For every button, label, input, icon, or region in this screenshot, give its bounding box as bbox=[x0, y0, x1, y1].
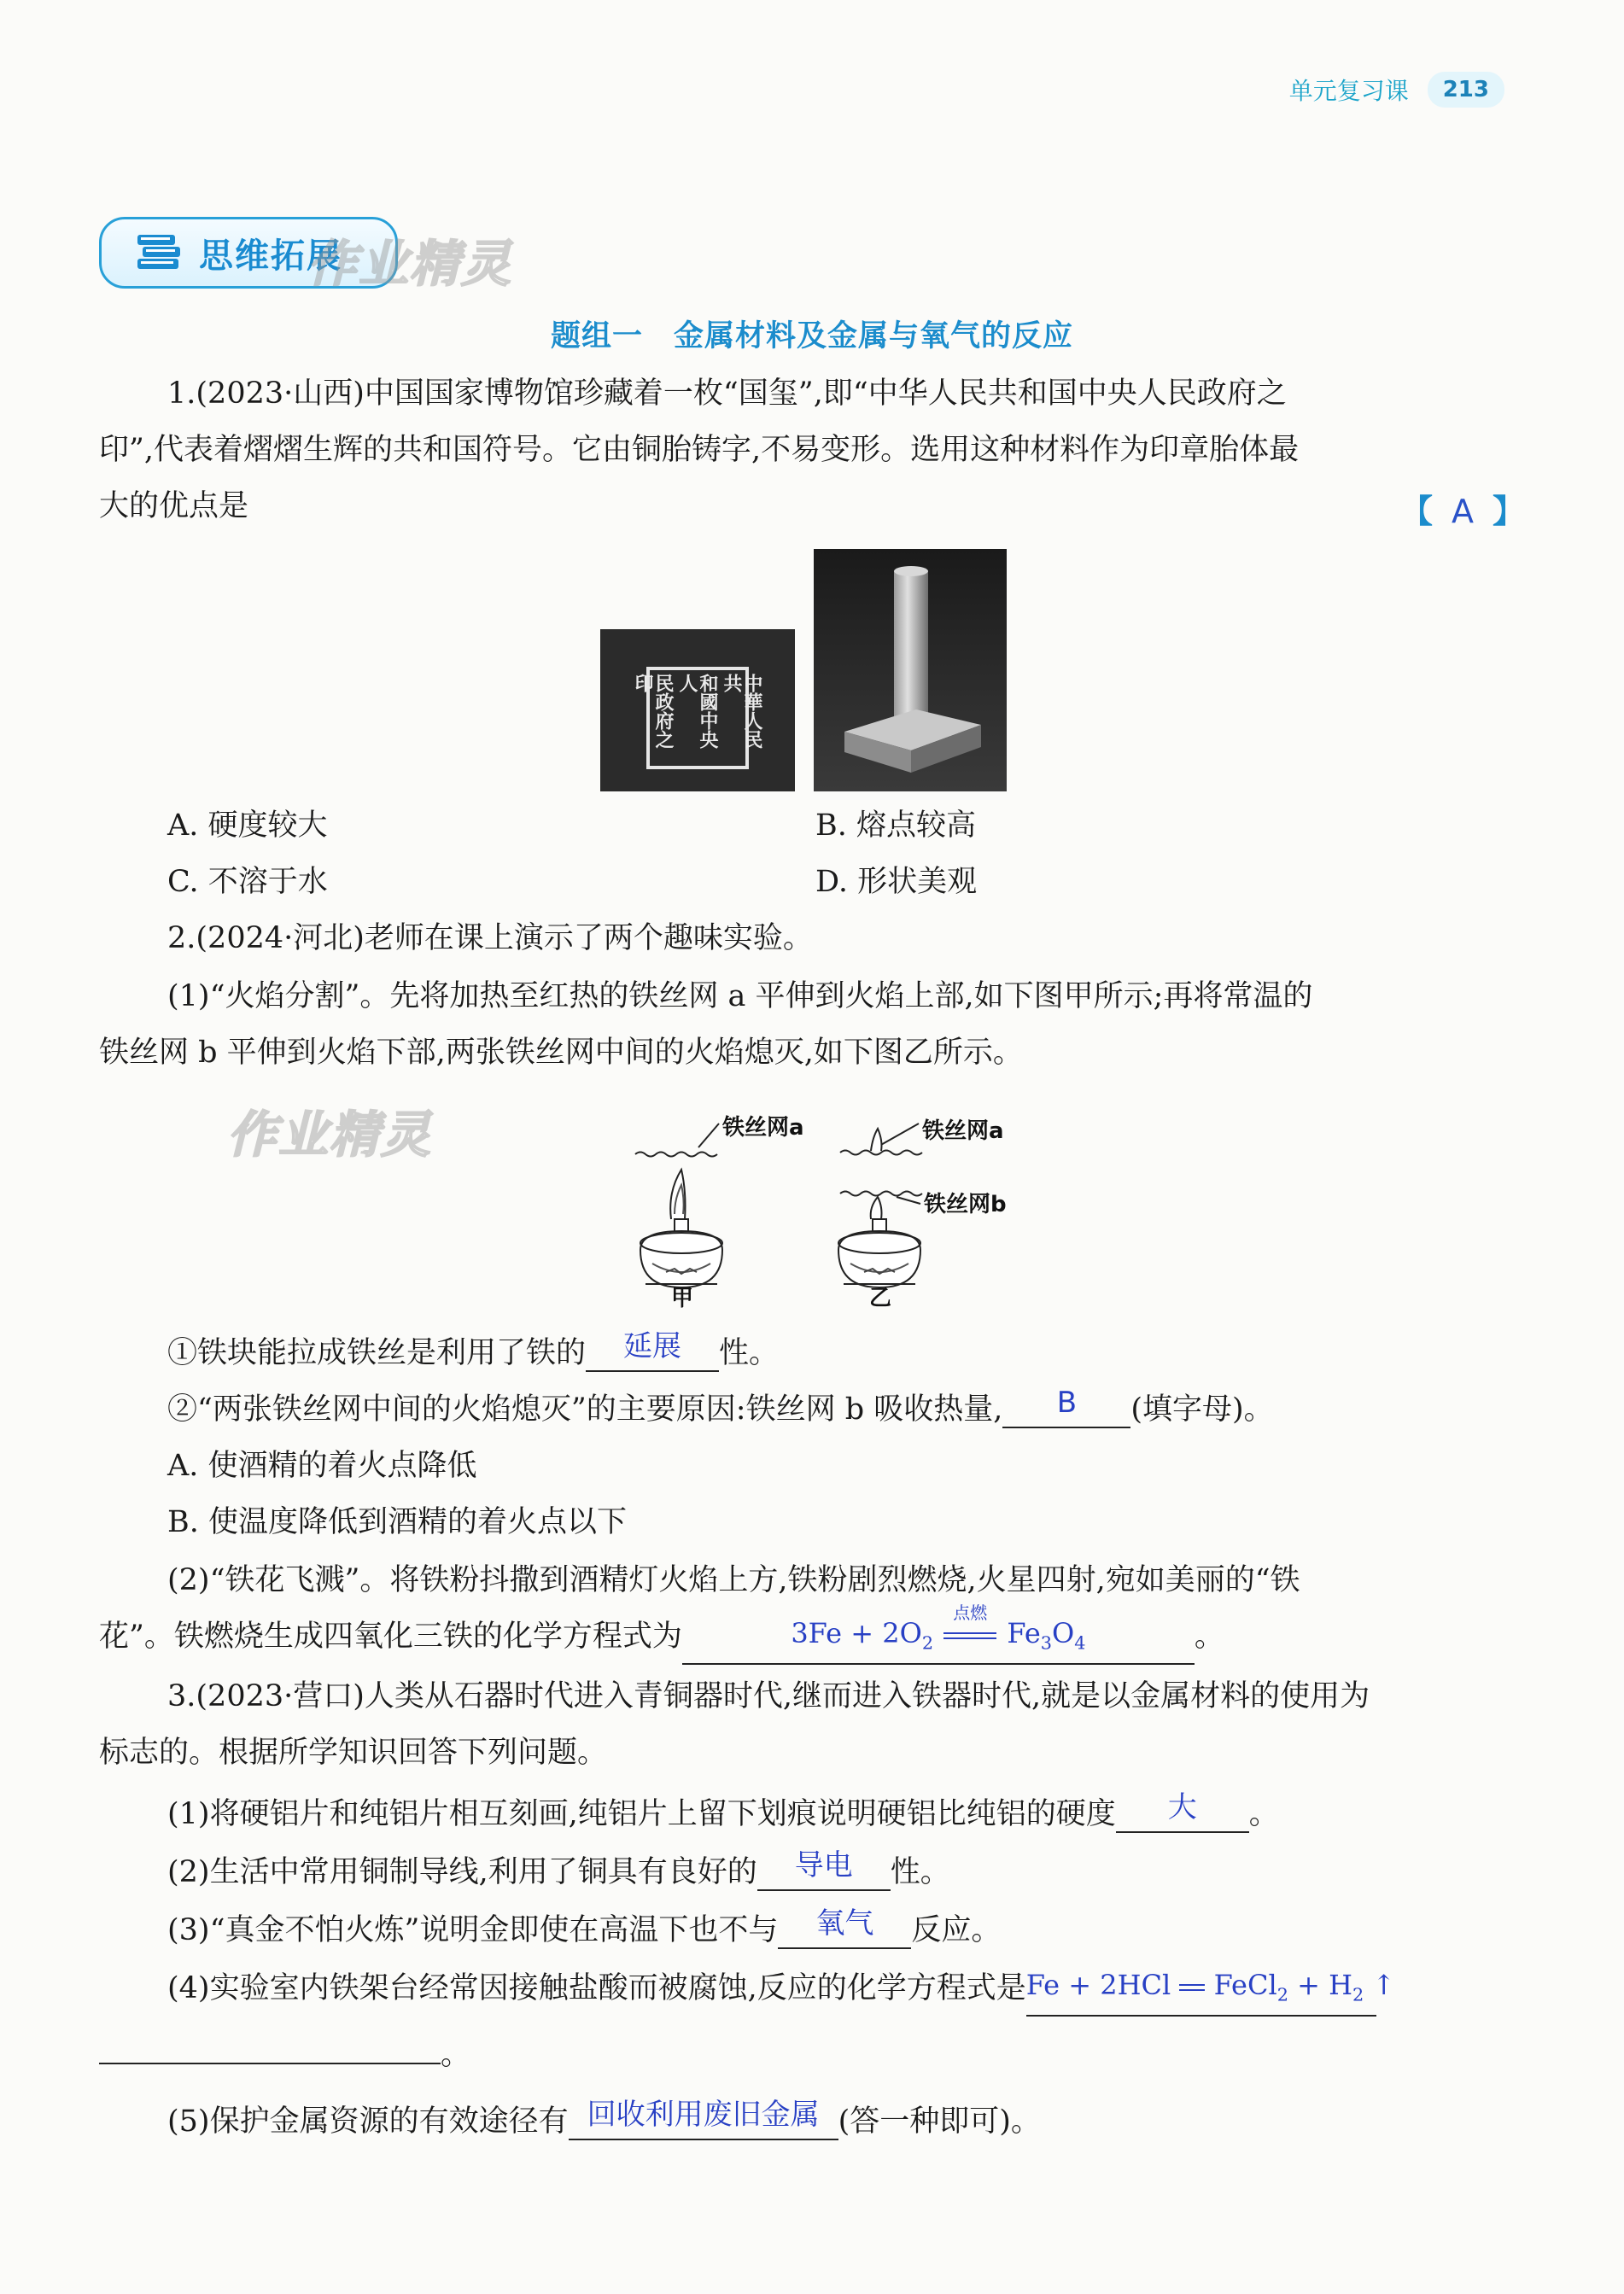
q1-answer: A bbox=[1452, 493, 1478, 530]
seal-column: 中華人民共 bbox=[721, 674, 763, 749]
watermark: 作业精灵 bbox=[227, 1106, 433, 1164]
q2-part2-line1: (2)“铁花飞溅”。将铁粉抖撒到酒精灯火焰上方,铁粉剧烈燃烧,火星四射,宛如美丽的“铁 bbox=[167, 1563, 1300, 1597]
answer-blank[interactable] bbox=[99, 2063, 441, 2064]
handwritten-answer: 导电 bbox=[794, 1848, 853, 1882]
q1-option-a: A. 硬度较大 bbox=[167, 808, 328, 843]
section-title: 题组一 金属材料及金属与氧气的反应 bbox=[550, 319, 1073, 353]
q3-part4-continued: 。 bbox=[99, 2034, 470, 2076]
header-title: 单元复习课 bbox=[1288, 77, 1409, 105]
q1-line2: 印”,代表着熠熠生辉的共和国符号。它由铜胎铸字,不易变形。选用这种材料作为印章胎体最 bbox=[99, 433, 1300, 467]
q1-line3: 大的优点是 bbox=[99, 489, 249, 523]
answer-blank[interactable] bbox=[682, 1602, 1195, 1665]
page-header bbox=[1289, 72, 1504, 108]
handwritten-answer: 延展 bbox=[623, 1329, 682, 1363]
q2-stem: 2.(2024·河北)老师在课上演示了两个趣味实验。 bbox=[167, 921, 813, 955]
q1-option-c: C. 不溶于水 bbox=[167, 865, 328, 899]
page-number: 213 bbox=[1428, 72, 1504, 108]
q3-part4: (4)实验室内铁架台经常因接触盐酸而被腐蚀,反应的化学方程式是Fe + 2HCl FeCl$_2$ + $H_2$ ↑ bbox=[167, 1967, 1376, 2017]
q3-part5: (5)保护金属资源的有效途径有 回收利用废旧金属 (答一种即可)。 bbox=[167, 2098, 1041, 2139]
answer-blank[interactable] bbox=[778, 1906, 911, 1949]
answer-blank[interactable] bbox=[586, 1329, 719, 1372]
q1-answer-bracket: 【 A 】 bbox=[1400, 493, 1529, 530]
q1-line1: 1.(2023·山西)中国国家博物馆珍藏着一枚“国玺”,即“中华人民共和国中央人民政府之 bbox=[167, 376, 1287, 411]
seal-column: 和國中央人 bbox=[676, 674, 719, 749]
q2-part1-line1: (1)“火焰分割”。先将加热至红热的铁丝网 a 平伸到火焰上部,如下图甲所示;再将常温的 bbox=[167, 979, 1313, 1013]
q2-option-b: B. 使温度降低到酒精的着火点以下 bbox=[167, 1505, 627, 1539]
q2-part1-line2: 铁丝网 b 平伸到火焰下部,两张铁丝网中间的火焰熄灭,如下图乙所示。 bbox=[99, 1036, 1023, 1070]
handwritten-equation: Fe + 2HCl FeCl$_2$ + $H_2$ ↑ bbox=[1025, 1969, 1396, 2005]
books-icon bbox=[134, 230, 185, 276]
q1-option-b: B. 熔点较高 bbox=[815, 808, 976, 843]
seal-column: 民政府之印 bbox=[632, 674, 675, 749]
handwritten-answer: 氧气 bbox=[815, 1906, 874, 1941]
figure-label-mesh-a: 铁丝网a bbox=[922, 1118, 1004, 1144]
q3-part2: (2)生活中常用铜制导线,利用了铜具有良好的 导电 性。 bbox=[167, 1848, 950, 1889]
watermark: 作业精灵 bbox=[307, 235, 513, 293]
q2-part2-line2: 花”。铁燃烧生成四氧化三铁的化学方程式为 $3Fe + 2O_2$ 点燃 $Fe_3O_4$ 。 bbox=[99, 1615, 1224, 1665]
answer-blank[interactable] bbox=[1025, 1969, 1396, 2017]
q2-sub1: ①铁块能拉成铁丝是利用了铁的 延展 性。 bbox=[167, 1329, 780, 1370]
answer-blank[interactable] bbox=[1116, 1790, 1249, 1833]
seal-face-image bbox=[600, 629, 795, 791]
seal-side-image bbox=[814, 549, 1007, 791]
answer-blank[interactable] bbox=[1002, 1386, 1130, 1428]
handwritten-equation: $3Fe + 2O_2$ 点燃 $Fe_3O_4$ bbox=[791, 1602, 1086, 1654]
q1-option-d: D. 形状美观 bbox=[815, 865, 978, 899]
figure-caption-jia: 甲 bbox=[671, 1286, 694, 1311]
handwritten-answer: B bbox=[1056, 1386, 1078, 1420]
q2-sub2: ②“两张铁丝网中间的火焰熄灭”的主要原因:铁丝网 b 吸收热量, B (填字母)。 bbox=[167, 1386, 1274, 1427]
q3-line2: 标志的。根据所学知识回答下列问题。 bbox=[99, 1736, 608, 1770]
figure-label-mesh-b: 铁丝网b bbox=[924, 1192, 1007, 1217]
figure-label-mesh-a: 铁丝网a bbox=[722, 1115, 804, 1141]
q2-option-a: A. 使酒精的着火点降低 bbox=[167, 1449, 477, 1483]
answer-blank[interactable] bbox=[569, 2098, 838, 2140]
badge-label: 思维拓展 bbox=[199, 236, 342, 276]
handwritten-answer: 大 bbox=[1167, 1790, 1197, 1824]
q3-part3: (3)“真金不怕火炼”说明金即使在高温下也不与 氧气 反应。 bbox=[167, 1906, 1002, 1947]
handwritten-answer: 回收利用废旧金属 bbox=[587, 2098, 820, 2132]
answer-blank[interactable] bbox=[757, 1848, 891, 1891]
q3-part1: (1)将硬铝片和纯铝片相互刻画,纯铝片上留下划痕说明硬铝比纯铝的硬度 大 。 bbox=[167, 1790, 1279, 1831]
figure-caption-yi: 乙 bbox=[869, 1286, 892, 1311]
q3-line1: 3.(2023·营口)人类从石器时代进入青铜器时代,继而进入铁器时代,就是以金属材料的使用为 bbox=[167, 1679, 1370, 1713]
